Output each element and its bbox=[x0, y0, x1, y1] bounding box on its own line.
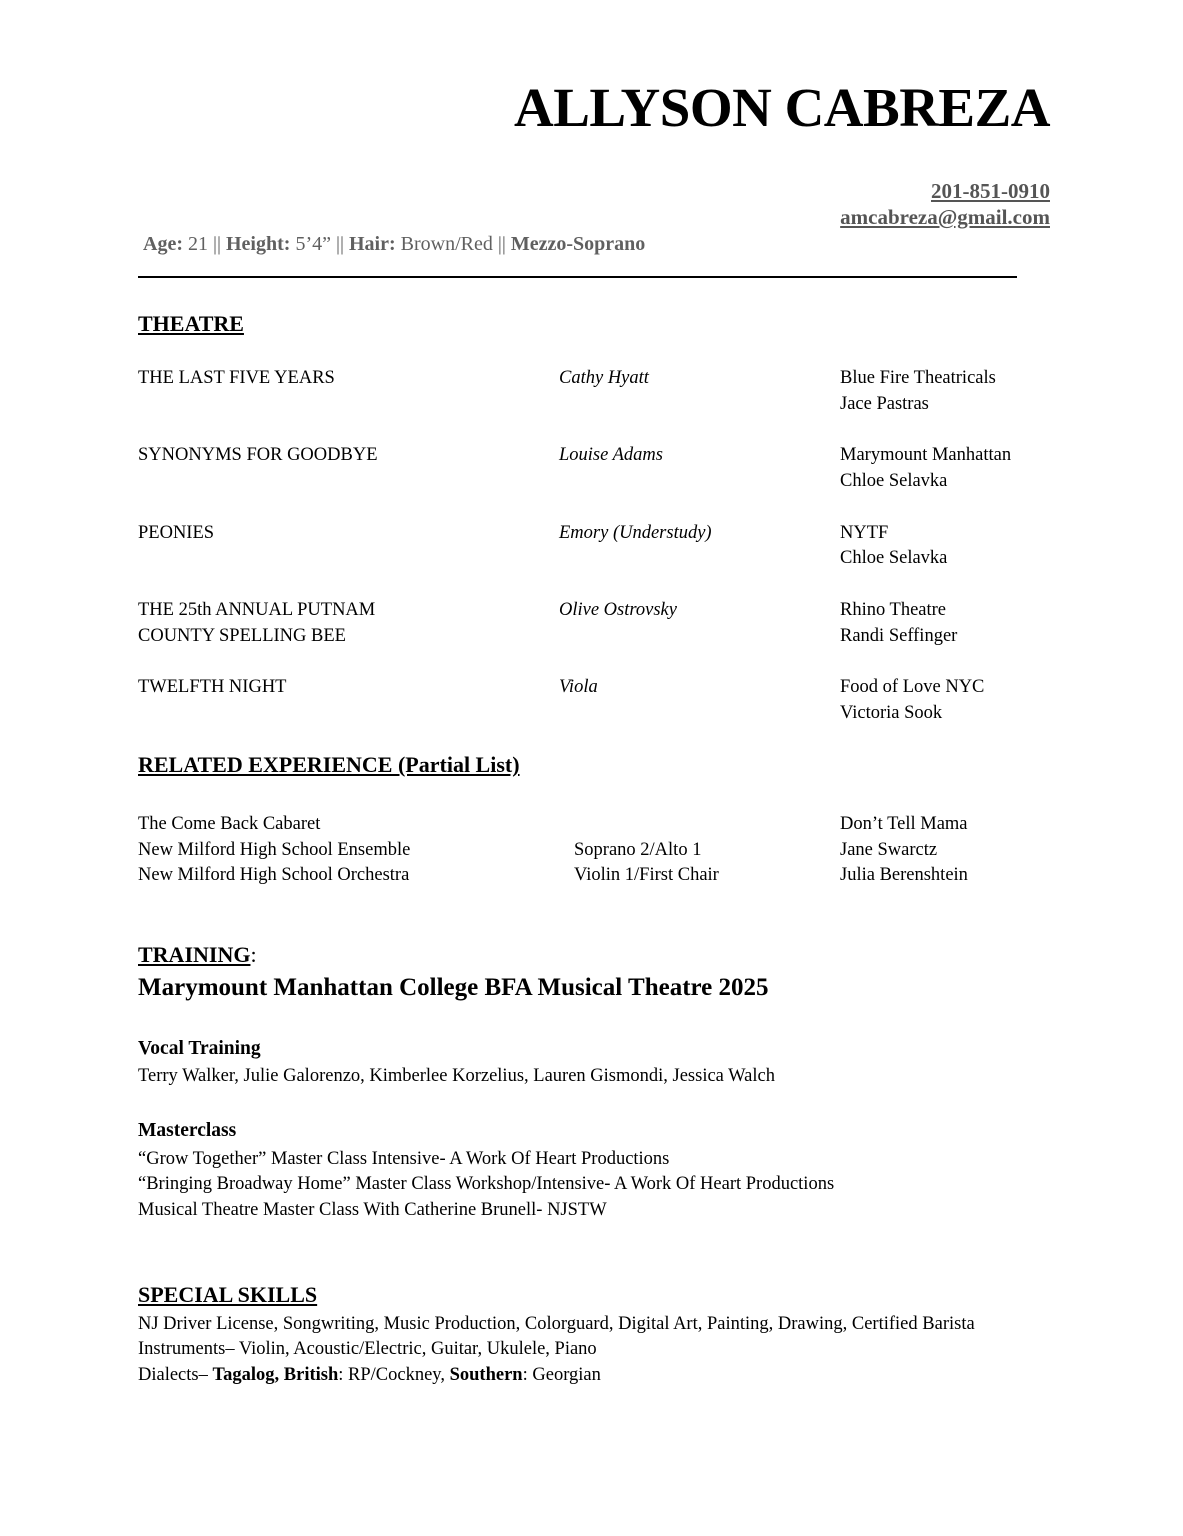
experience-venue: Julia Berenshtein bbox=[840, 865, 968, 885]
dialects-prefix: Dialects– bbox=[138, 1365, 213, 1385]
header-divider bbox=[138, 276, 1017, 278]
voice-type: Mezzo-Soprano bbox=[510, 233, 646, 255]
height-label: Height: bbox=[226, 233, 291, 255]
company: NYTF bbox=[840, 523, 889, 543]
dialects-text-1: : RP/Cockney, bbox=[338, 1365, 450, 1385]
training-heading-colon: : bbox=[250, 942, 257, 967]
related-experience-heading: RELATED EXPERIENCE (Partial List) bbox=[138, 752, 520, 777]
role: Louise Adams bbox=[559, 445, 663, 465]
experience-role: Violin 1/First Chair bbox=[574, 865, 719, 885]
show-title: THE 25th ANNUAL PUTNAM bbox=[138, 600, 376, 620]
role: Emory (Understudy) bbox=[559, 523, 712, 543]
experience-role: Soprano 2/Alto 1 bbox=[574, 840, 702, 860]
masterclass-item: Musical Theatre Master Class With Catherine Brunell- NJSTW bbox=[138, 1200, 607, 1220]
physical-stats bbox=[143, 231, 645, 257]
role: Cathy Hyatt bbox=[559, 368, 649, 388]
show-title-line2: COUNTY SPELLING BEE bbox=[138, 626, 346, 646]
vocal-training-heading: Vocal Training bbox=[138, 1038, 261, 1059]
phone-number[interactable]: 201-851-0910 bbox=[931, 179, 1050, 203]
experience-venue: Jane Swarctz bbox=[840, 840, 938, 860]
director: Randi Seffinger bbox=[840, 626, 958, 646]
dialects-text-2: : Georgian bbox=[522, 1365, 601, 1385]
training-heading-line bbox=[138, 941, 257, 969]
skills-dialects bbox=[138, 1362, 601, 1388]
skills-instruments: Instruments– Violin, Acoustic/Electric, Guitar, Ukulele, Piano bbox=[138, 1339, 597, 1359]
hair-value: Brown/Red || bbox=[395, 233, 511, 255]
dialects-bold-1: Tagalog, British bbox=[212, 1365, 339, 1385]
dialects-bold-2: Southern bbox=[449, 1365, 523, 1385]
role: Viola bbox=[559, 677, 598, 697]
director: Chloe Selavka bbox=[840, 548, 948, 568]
email-address[interactable]: amcabreza@gmail.com bbox=[840, 205, 1050, 229]
experience-name: The Come Back Cabaret bbox=[138, 814, 321, 834]
theatre-heading: THEATRE bbox=[138, 311, 244, 336]
show-title: TWELFTH NIGHT bbox=[138, 677, 287, 697]
director: Victoria Sook bbox=[840, 703, 943, 723]
skills-general: NJ Driver License, Songwriting, Music Production, Colorguard, Digital Art, Painting, Drawing, Certified Barista bbox=[138, 1314, 975, 1334]
company: Blue Fire Theatricals bbox=[840, 368, 996, 388]
company: Food of Love NYC bbox=[840, 677, 985, 697]
hair-label: Hair: bbox=[348, 233, 396, 255]
age-value: 21 || bbox=[182, 233, 226, 255]
experience-venue: Don’t Tell Mama bbox=[840, 814, 968, 834]
training-heading: TRAINING bbox=[138, 942, 251, 967]
company: Marymount Manhattan bbox=[840, 445, 1012, 465]
experience-name: New Milford High School Orchestra bbox=[138, 865, 410, 885]
applicant-name: ALLYSON CABREZA bbox=[513, 77, 1050, 138]
masterclass-item: “Bringing Broadway Home” Master Class Workshop/Intensive- A Work Of Heart Productions bbox=[138, 1174, 835, 1194]
age-label: Age: bbox=[143, 233, 183, 255]
height-value: 5’4” || bbox=[290, 233, 349, 255]
training-program: Marymount Manhattan College BFA Musical Theatre 2025 bbox=[138, 974, 769, 1001]
vocal-teachers: Terry Walker, Julie Galorenzo, Kimberlee Korzelius, Lauren Gismondi, Jessica Walch bbox=[138, 1066, 775, 1086]
show-title: PEONIES bbox=[138, 523, 215, 543]
company: Rhino Theatre bbox=[840, 600, 947, 620]
role: Olive Ostrovsky bbox=[559, 600, 677, 620]
masterclass-item: “Grow Together” Master Class Intensive- A Work Of Heart Productions bbox=[138, 1149, 670, 1169]
show-title: THE LAST FIVE YEARS bbox=[138, 368, 335, 388]
masterclass-heading: Masterclass bbox=[138, 1120, 237, 1141]
show-title: SYNONYMS FOR GOODBYE bbox=[138, 445, 378, 465]
special-skills-heading: SPECIAL SKILLS bbox=[138, 1282, 318, 1307]
experience-name: New Milford High School Ensemble bbox=[138, 840, 411, 860]
director: Chloe Selavka bbox=[840, 471, 948, 491]
director: Jace Pastras bbox=[840, 394, 929, 414]
